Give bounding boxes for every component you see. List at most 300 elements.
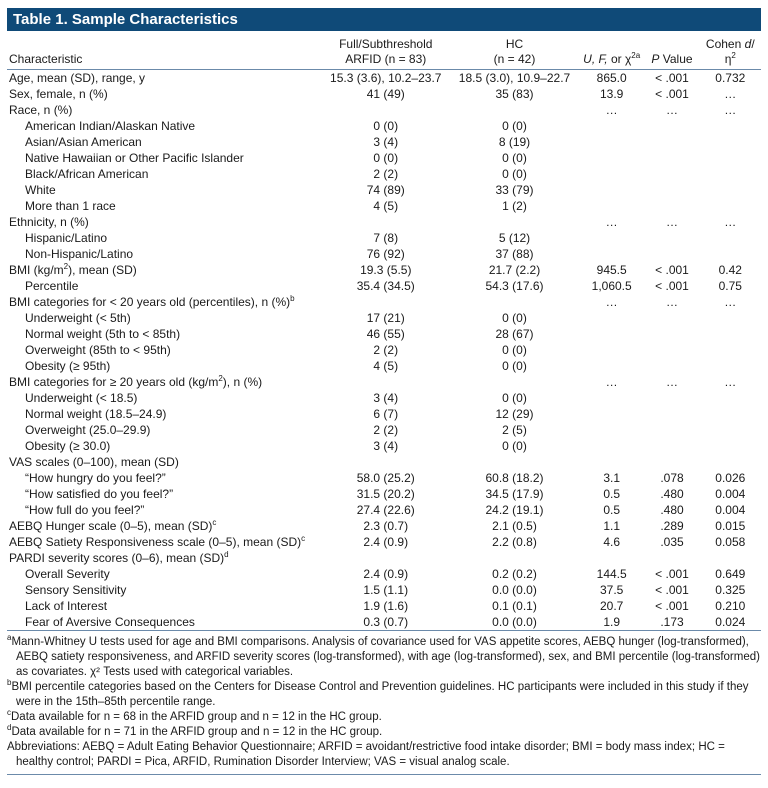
row-label-text: Fear of Aversive Consequences bbox=[25, 615, 195, 629]
statistic-value: … bbox=[605, 103, 618, 117]
statistic-value bbox=[579, 150, 645, 166]
row-label-text: AEBQ Satiety Responsiveness scale (0–5), mean (SD) bbox=[9, 535, 302, 549]
effect-size-value: … bbox=[724, 295, 737, 309]
row-label bbox=[7, 342, 321, 358]
row-label bbox=[7, 486, 321, 502]
statistic-value bbox=[579, 166, 645, 182]
arfid-value: 2.3 (0.7) bbox=[363, 519, 409, 533]
effect-size-value bbox=[700, 342, 761, 358]
table-row bbox=[7, 198, 761, 214]
footnotes bbox=[7, 635, 761, 775]
effect-size-value bbox=[700, 550, 761, 566]
effect-size-value bbox=[700, 326, 761, 342]
table-row bbox=[7, 70, 761, 87]
arfid-value bbox=[321, 294, 450, 310]
table-row bbox=[7, 86, 761, 102]
arfid-value: 41 (49) bbox=[366, 87, 405, 101]
row-label-text: BMI categories for < 20 years old (percentiles), n (%) bbox=[9, 295, 291, 309]
row-label-text: Ethnicity, n (%) bbox=[9, 215, 89, 229]
arfid-value: 31.5 (20.2) bbox=[356, 487, 415, 501]
table-row bbox=[7, 358, 761, 374]
p-value: < .001 bbox=[655, 263, 689, 277]
row-label bbox=[7, 518, 321, 534]
row-label bbox=[7, 262, 321, 278]
table-row bbox=[7, 262, 761, 278]
p-value bbox=[644, 150, 699, 166]
hc-value bbox=[450, 454, 579, 470]
p-value bbox=[644, 390, 699, 406]
arfid-value: 4 (5) bbox=[373, 199, 399, 213]
arfid-value: 3 (4) bbox=[373, 135, 399, 149]
statistic-value: 0.5 bbox=[603, 503, 620, 517]
row-label-text: Normal weight (5th to < 85th) bbox=[25, 327, 181, 341]
statistic-value bbox=[579, 358, 645, 374]
hc-value: 0 (0) bbox=[502, 439, 527, 453]
statistic-value: 13.9 bbox=[599, 87, 624, 101]
effect-size-value bbox=[700, 246, 761, 262]
row-label-text: Hispanic/Latino bbox=[25, 231, 108, 245]
hc-value: 24.2 (19.1) bbox=[485, 503, 544, 517]
row-label-text: Age, mean (SD), range, y bbox=[9, 71, 146, 85]
row-label-text: “How satisfied do you feel?” bbox=[25, 487, 174, 501]
p-value bbox=[644, 166, 699, 182]
arfid-value: 4 (5) bbox=[373, 359, 399, 373]
p-value bbox=[644, 342, 699, 358]
arfid-value bbox=[321, 214, 450, 230]
row-label-text: American Indian/Alaskan Native bbox=[25, 119, 196, 133]
statistic-value bbox=[579, 438, 645, 454]
p-value: … bbox=[666, 295, 678, 309]
effect-size-value bbox=[700, 182, 761, 198]
header-hc-line1: HC bbox=[505, 37, 524, 51]
effect-size-value bbox=[700, 150, 761, 166]
hc-value bbox=[450, 214, 579, 230]
row-label-text: PARDI severity scores (0–6), mean (SD) bbox=[9, 551, 225, 565]
statistic-value bbox=[579, 134, 645, 150]
statistic-value: 37.5 bbox=[599, 583, 624, 597]
p-value bbox=[644, 230, 699, 246]
arfid-value: 3 (4) bbox=[373, 439, 399, 453]
footnote-mark: d bbox=[7, 723, 12, 733]
header-effect-rest: /η bbox=[724, 37, 755, 66]
effect-size-value: … bbox=[724, 215, 737, 229]
footnote-text: BMI percentile categories based on the Centers for Disease Control and Prevention guidelines. HC participants were included in this study if they were in the 15th–85th percentile range. bbox=[11, 681, 749, 708]
table-row bbox=[7, 134, 761, 150]
p-value: … bbox=[666, 103, 678, 117]
effect-size-value: 0.42 bbox=[718, 263, 742, 277]
arfid-value: 7 (8) bbox=[373, 231, 399, 245]
row-label bbox=[7, 278, 321, 294]
statistic-value: 865.0 bbox=[596, 71, 627, 85]
hc-value: 1 (2) bbox=[502, 199, 527, 213]
table-row bbox=[7, 470, 761, 486]
statistic-value: 945.5 bbox=[596, 263, 627, 277]
header-effect-pre: Cohen bbox=[705, 37, 745, 51]
effect-size-value bbox=[700, 438, 761, 454]
row-label bbox=[7, 550, 321, 566]
row-label-text: Normal weight (18.5–24.9) bbox=[25, 407, 167, 421]
hc-value: 8 (19) bbox=[498, 135, 531, 149]
header-effect-size bbox=[700, 37, 761, 70]
hc-value: 0 (0) bbox=[502, 343, 527, 357]
statistic-value bbox=[579, 198, 645, 214]
table-row bbox=[7, 534, 761, 550]
row-label bbox=[7, 358, 321, 374]
row-label-text: Underweight (< 18.5) bbox=[25, 391, 138, 405]
header-effect-italic: d bbox=[744, 37, 752, 51]
p-value: < .001 bbox=[655, 279, 689, 293]
row-label-text: Non-Hispanic/Latino bbox=[25, 247, 134, 261]
statistic-value bbox=[579, 230, 645, 246]
row-label bbox=[7, 470, 321, 486]
row-label-text: Sex, female, n (%) bbox=[9, 87, 108, 101]
hc-value bbox=[450, 550, 579, 566]
header-stat-sup: 2a bbox=[631, 51, 641, 60]
table-header-row bbox=[7, 37, 761, 70]
row-label-text: White bbox=[25, 183, 56, 197]
table-row bbox=[7, 486, 761, 502]
p-value: < .001 bbox=[655, 87, 689, 101]
hc-value: 37 (88) bbox=[495, 247, 534, 261]
footnote-mark: a bbox=[7, 633, 12, 643]
hc-value: 54.3 (17.6) bbox=[485, 279, 544, 293]
arfid-value: 1.9 (1.6) bbox=[363, 599, 409, 613]
arfid-value bbox=[321, 102, 450, 118]
row-label bbox=[7, 166, 321, 182]
footnote-text: Abbreviations: AEBQ = Adult Eating Behavior Questionnaire; ARFID = avoidant/restrictive food intake disorder; BMI = body mass index; HC = healthy control; PARDI = Pica, ARFID, Rumination Disorder Interview; VAS = visual analog scale. bbox=[7, 741, 725, 768]
arfid-value: 46 (55) bbox=[366, 327, 405, 341]
p-value: < .001 bbox=[655, 71, 689, 85]
statistic-value: 1,060.5 bbox=[591, 279, 632, 293]
p-value: < .001 bbox=[655, 567, 689, 581]
header-effect-sup: 2 bbox=[731, 51, 736, 60]
row-label bbox=[7, 422, 321, 438]
row-label bbox=[7, 310, 321, 326]
arfid-value: 19.3 (5.5) bbox=[360, 263, 412, 277]
statistic-value: 1.1 bbox=[603, 519, 620, 533]
effect-size-value: … bbox=[724, 375, 737, 389]
p-value: .078 bbox=[660, 471, 684, 485]
effect-size-value bbox=[700, 230, 761, 246]
row-label-text: “How full do you feel?” bbox=[25, 503, 145, 517]
effect-size-value bbox=[700, 422, 761, 438]
hc-value: 0 (0) bbox=[502, 151, 527, 165]
table-row bbox=[7, 566, 761, 582]
header-arfid bbox=[321, 37, 450, 70]
effect-size-value: … bbox=[724, 87, 737, 101]
statistic-value bbox=[579, 310, 645, 326]
p-value: .173 bbox=[660, 615, 684, 629]
row-label-text: Lack of Interest bbox=[25, 599, 108, 613]
row-label-text: Obesity (≥ 30.0) bbox=[25, 439, 111, 453]
row-label bbox=[7, 374, 321, 390]
table-row bbox=[7, 390, 761, 406]
row-label bbox=[7, 454, 321, 470]
arfid-value: 0 (0) bbox=[373, 119, 399, 133]
row-label-text: Percentile bbox=[25, 279, 79, 293]
table-row bbox=[7, 294, 761, 310]
row-label bbox=[7, 326, 321, 342]
header-characteristic: Characteristic bbox=[9, 52, 83, 66]
row-label-sup: b bbox=[290, 294, 295, 303]
row-label-text: Black/African American bbox=[25, 167, 149, 181]
hc-value: 0 (0) bbox=[502, 391, 527, 405]
footnote bbox=[7, 740, 761, 770]
table-row bbox=[7, 342, 761, 358]
row-label bbox=[7, 70, 321, 87]
table-row bbox=[7, 550, 761, 566]
row-label-text: Asian/Asian American bbox=[25, 135, 142, 149]
arfid-value: 1.5 (1.1) bbox=[363, 583, 409, 597]
statistic-value bbox=[579, 550, 645, 566]
arfid-value: 17 (21) bbox=[366, 311, 405, 325]
hc-value: 0 (0) bbox=[502, 119, 527, 133]
hc-value: 18.5 (3.0), 10.9–22.7 bbox=[458, 71, 571, 85]
row-label bbox=[7, 214, 321, 230]
row-label bbox=[7, 134, 321, 150]
row-label bbox=[7, 182, 321, 198]
row-label-text: Obesity (≥ 95th) bbox=[25, 359, 111, 373]
effect-size-value bbox=[700, 406, 761, 422]
table-row bbox=[7, 166, 761, 182]
table-body bbox=[7, 70, 761, 631]
footnote-text: Data available for n = 68 in the ARFID group and n = 12 in the HC group. bbox=[11, 711, 382, 723]
hc-value: 2.1 (0.5) bbox=[492, 519, 537, 533]
p-value bbox=[644, 326, 699, 342]
p-value bbox=[644, 198, 699, 214]
row-label-text: AEBQ Hunger scale (0–5), mean (SD) bbox=[9, 519, 213, 533]
table-row bbox=[7, 422, 761, 438]
effect-size-value bbox=[700, 310, 761, 326]
effect-size-value: 0.649 bbox=[715, 567, 746, 581]
hc-value: 0.0 (0.0) bbox=[492, 583, 537, 597]
table-row bbox=[7, 118, 761, 134]
row-label-text: VAS scales (0–100), mean (SD) bbox=[9, 455, 179, 469]
table-row bbox=[7, 246, 761, 262]
table-row bbox=[7, 214, 761, 230]
row-label bbox=[7, 534, 321, 550]
effect-size-value: … bbox=[724, 103, 737, 117]
hc-value: 33 (79) bbox=[495, 183, 534, 197]
row-label bbox=[7, 86, 321, 102]
footnote bbox=[7, 725, 761, 740]
footnote-mark: c bbox=[7, 708, 11, 718]
row-label-text: More than 1 race bbox=[25, 199, 116, 213]
effect-size-value: 0.024 bbox=[715, 615, 746, 629]
effect-size-value: 0.004 bbox=[715, 487, 746, 501]
characteristics-table bbox=[7, 37, 761, 631]
table-row bbox=[7, 454, 761, 470]
p-value bbox=[644, 310, 699, 326]
row-label-sup: c bbox=[212, 518, 217, 527]
row-label-text: Overweight (85th to < 95th) bbox=[25, 343, 171, 357]
p-value: .289 bbox=[660, 519, 684, 533]
p-value bbox=[644, 358, 699, 374]
p-value bbox=[644, 454, 699, 470]
p-value bbox=[644, 118, 699, 134]
p-value: .480 bbox=[660, 487, 684, 501]
header-stat-italic: U, F, bbox=[583, 52, 608, 66]
row-label-text: BMI (kg/m bbox=[9, 263, 64, 277]
table-row bbox=[7, 310, 761, 326]
table-row bbox=[7, 518, 761, 534]
row-label-text: Overweight (25.0–29.9) bbox=[25, 423, 151, 437]
statistic-value: … bbox=[605, 215, 618, 229]
table-row bbox=[7, 230, 761, 246]
header-statistic bbox=[579, 37, 645, 70]
arfid-value: 3 (4) bbox=[373, 391, 399, 405]
arfid-value: 35.4 (34.5) bbox=[356, 279, 415, 293]
row-label bbox=[7, 230, 321, 246]
effect-size-value bbox=[700, 198, 761, 214]
p-value bbox=[644, 246, 699, 262]
effect-size-value: 0.026 bbox=[715, 471, 746, 485]
footnote bbox=[7, 635, 761, 680]
statistic-value: 3.1 bbox=[603, 471, 620, 485]
row-label-sup: d bbox=[224, 550, 229, 559]
row-label bbox=[7, 118, 321, 134]
header-hc-line2: (n = 42) bbox=[493, 52, 536, 66]
statistic-value: 20.7 bbox=[599, 599, 624, 613]
hc-value: 0 (0) bbox=[502, 311, 527, 325]
arfid-value: 2.4 (0.9) bbox=[363, 567, 409, 581]
hc-value: 35 (83) bbox=[495, 87, 534, 101]
hc-value: 34.5 (17.9) bbox=[485, 487, 544, 501]
statistic-value bbox=[579, 406, 645, 422]
statistic-value: 1.9 bbox=[603, 615, 620, 629]
p-value bbox=[644, 550, 699, 566]
p-value: .480 bbox=[660, 503, 684, 517]
arfid-value: 27.4 (22.6) bbox=[356, 503, 415, 517]
effect-size-value bbox=[700, 390, 761, 406]
row-label-sup: c bbox=[301, 534, 306, 543]
row-label-text: Overall Severity bbox=[25, 567, 110, 581]
statistic-value bbox=[579, 118, 645, 134]
footnote bbox=[7, 710, 761, 725]
effect-size-value bbox=[700, 118, 761, 134]
hc-value: 5 (12) bbox=[498, 231, 531, 245]
footnote-mark: b bbox=[7, 678, 12, 688]
header-p-rest: Value bbox=[659, 52, 693, 66]
table-title: Table 1. Sample Characteristics bbox=[7, 8, 761, 31]
arfid-value bbox=[321, 374, 450, 390]
row-label-text: Race, n (%) bbox=[9, 103, 73, 117]
header-stat-rest: or χ bbox=[607, 52, 632, 66]
arfid-value: 0 (0) bbox=[373, 151, 399, 165]
effect-size-value: 0.732 bbox=[715, 71, 746, 85]
row-label-text: Sensory Sensitivity bbox=[25, 583, 127, 597]
arfid-value: 2 (2) bbox=[373, 167, 399, 181]
hc-value: 21.7 (2.2) bbox=[488, 263, 541, 277]
table-row bbox=[7, 326, 761, 342]
table-row bbox=[7, 406, 761, 422]
table-row bbox=[7, 438, 761, 454]
row-label bbox=[7, 390, 321, 406]
row-label-sup: 2 bbox=[218, 374, 223, 383]
header-arfid-line2: ARFID (n = 83) bbox=[345, 52, 427, 66]
p-value: … bbox=[666, 215, 678, 229]
row-label bbox=[7, 582, 321, 598]
hc-value bbox=[450, 374, 579, 390]
arfid-value bbox=[321, 454, 450, 470]
arfid-value: 74 (89) bbox=[366, 183, 405, 197]
header-hc bbox=[450, 37, 579, 70]
row-label bbox=[7, 566, 321, 582]
row-label bbox=[7, 406, 321, 422]
row-label bbox=[7, 502, 321, 518]
row-label-sup: 2 bbox=[63, 262, 69, 271]
row-label-text: Native Hawaiian or Other Pacific Islander bbox=[25, 151, 244, 165]
hc-value: 0 (0) bbox=[502, 359, 527, 373]
row-label bbox=[7, 294, 321, 310]
statistic-value bbox=[579, 246, 645, 262]
hc-value: 2.2 (0.8) bbox=[492, 535, 537, 549]
effect-size-value: 0.75 bbox=[718, 279, 742, 293]
row-label bbox=[7, 102, 321, 118]
statistic-value: 4.6 bbox=[603, 535, 620, 549]
row-label bbox=[7, 150, 321, 166]
footnote bbox=[7, 680, 761, 710]
effect-size-value: 0.210 bbox=[715, 599, 746, 613]
hc-value: 0.2 (0.2) bbox=[492, 567, 537, 581]
arfid-value: 58.0 (25.2) bbox=[356, 471, 415, 485]
arfid-value: 2.4 (0.9) bbox=[363, 535, 409, 549]
footnote-text: Mann-Whitney U tests used for age and BMI comparisons. Analysis of covariance used for VAS appetite scores, AEBQ hunger (log-transformed), AEBQ satiety responsiveness, and ARFID severity scores (log-transformed), with age (log-transformed), sex, and BMI percentile (log-transformed) as covariates. χ² Tests used with categorical variables. bbox=[11, 636, 760, 678]
effect-size-value: 0.058 bbox=[715, 535, 746, 549]
p-value bbox=[644, 182, 699, 198]
row-label-after: ), mean (SD) bbox=[68, 263, 137, 277]
statistic-value: … bbox=[605, 295, 618, 309]
table-row bbox=[7, 598, 761, 614]
statistic-value bbox=[579, 390, 645, 406]
row-label bbox=[7, 198, 321, 214]
header-p-italic: P bbox=[651, 52, 660, 66]
statistic-value: … bbox=[605, 375, 618, 389]
arfid-value: 76 (92) bbox=[366, 247, 405, 261]
statistic-value bbox=[579, 422, 645, 438]
effect-size-value: 0.325 bbox=[715, 583, 746, 597]
hc-value: 28 (67) bbox=[495, 327, 534, 341]
row-label-text: “How hungry do you feel?” bbox=[25, 471, 166, 485]
hc-value bbox=[450, 102, 579, 118]
hc-value: 0 (0) bbox=[502, 167, 527, 181]
row-label bbox=[7, 614, 321, 631]
hc-value: 60.8 (18.2) bbox=[485, 471, 544, 485]
p-value: < .001 bbox=[655, 583, 689, 597]
p-value bbox=[644, 406, 699, 422]
row-label bbox=[7, 438, 321, 454]
p-value bbox=[644, 438, 699, 454]
p-value: < .001 bbox=[655, 599, 689, 613]
hc-value bbox=[450, 294, 579, 310]
table-row bbox=[7, 182, 761, 198]
hc-value: 0.0 (0.0) bbox=[492, 615, 537, 629]
hc-value: 2 (5) bbox=[502, 423, 527, 437]
row-label-after: ), n (%) bbox=[222, 375, 263, 389]
statistic-value bbox=[579, 342, 645, 358]
statistic-value bbox=[579, 454, 645, 470]
row-label-text: BMI categories for ≥ 20 years old (kg/m bbox=[9, 375, 219, 389]
statistic-value: 144.5 bbox=[596, 567, 627, 581]
hc-value: 0.1 (0.1) bbox=[492, 599, 537, 613]
header-arfid-line1: Full/Subthreshold bbox=[339, 37, 433, 51]
table-row bbox=[7, 102, 761, 118]
arfid-value: 6 (7) bbox=[373, 407, 399, 421]
arfid-value: 2 (2) bbox=[373, 343, 399, 357]
effect-size-value: 0.015 bbox=[715, 519, 746, 533]
row-label bbox=[7, 246, 321, 262]
p-value: .035 bbox=[660, 535, 684, 549]
